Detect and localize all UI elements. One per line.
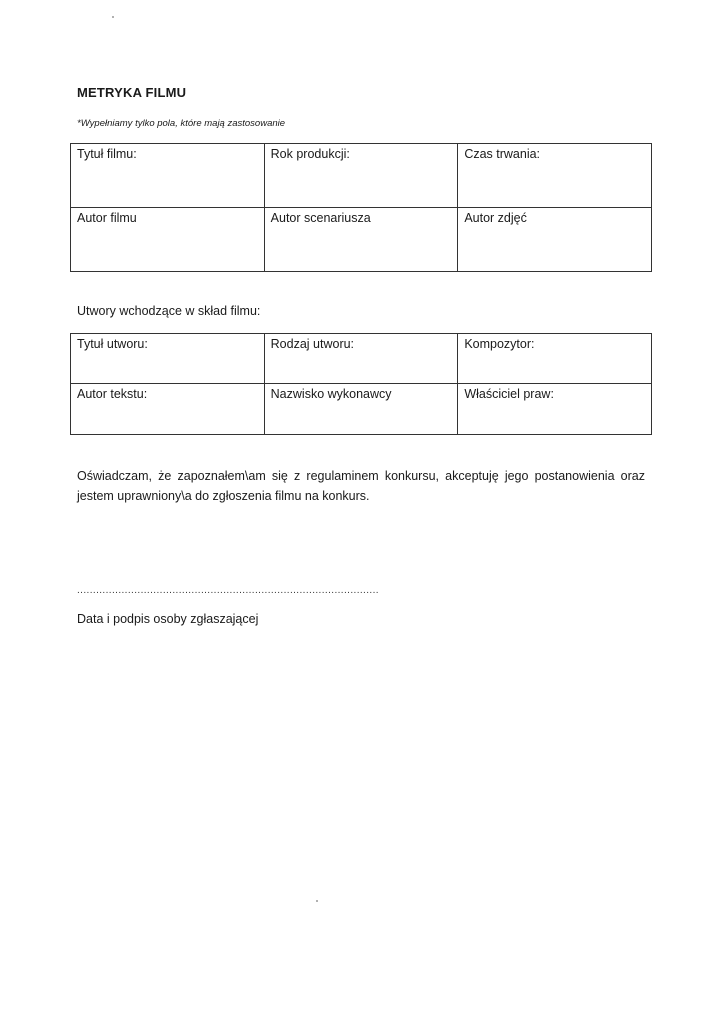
table-row (71, 144, 652, 208)
works-section-label: Utwory wchodzące w skład filmu: (77, 304, 261, 318)
work-title-field[interactable]: Tytuł utworu: (71, 334, 265, 384)
duration-field[interactable]: Czas trwania: (458, 144, 652, 208)
film-title-field[interactable]: Tytuł filmu: (71, 144, 265, 208)
screenplay-author-field[interactable]: Autor scenariusza (264, 208, 458, 272)
scan-speck (316, 900, 318, 902)
film-metadata-table (70, 143, 652, 272)
performer-field[interactable]: Nazwisko wykonawcy (264, 384, 458, 435)
scan-speck (112, 16, 114, 18)
signature-line[interactable]: ............................................................................................... (77, 585, 379, 596)
lyricist-field[interactable]: Autor tekstu: (71, 384, 265, 435)
signature-label: Data i podpis osoby zgłaszającej (77, 612, 259, 626)
composer-field[interactable]: Kompozytor: (458, 334, 652, 384)
table-row (71, 208, 652, 272)
table-row (71, 384, 652, 435)
declaration-text: Oświadczam, że zapoznałem\am się z regulaminem konkursu, akceptuję jego postanowienia oraz jestem uprawniony\a do zgłoszenia filmu na konkurs. (77, 469, 645, 503)
form-title: METRYKA FILMU (77, 85, 187, 100)
film-author-field[interactable]: Autor filmu (71, 208, 265, 272)
rights-owner-field[interactable]: Właściciel praw: (458, 384, 652, 435)
works-table (70, 333, 652, 435)
cinematographer-field[interactable]: Autor zdjęć (458, 208, 652, 272)
work-type-field[interactable]: Rodzaj utworu: (264, 334, 458, 384)
production-year-field[interactable]: Rok produkcji: (264, 144, 458, 208)
fill-note: *Wypełniamy tylko pola, które mają zastosowanie (77, 118, 286, 129)
table-row (71, 334, 652, 384)
